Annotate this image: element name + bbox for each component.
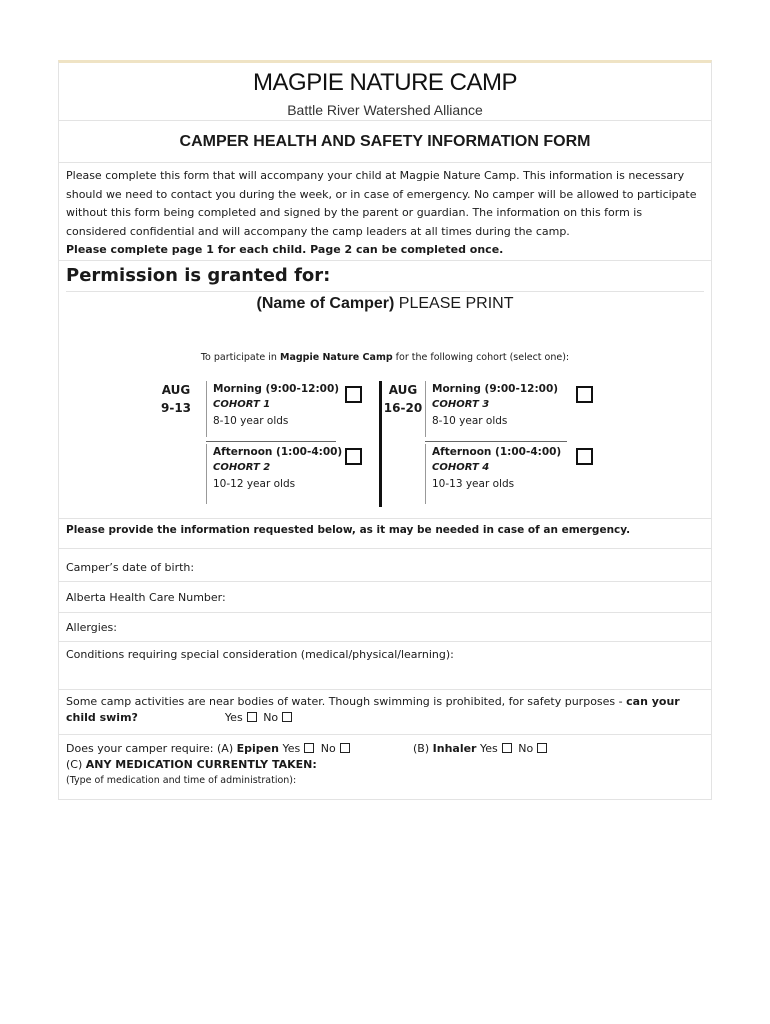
medication-section bbox=[59, 735, 711, 799]
cohort-1-label: COHORT 1 bbox=[213, 399, 271, 410]
swim-question: can your child swim? bbox=[66, 695, 680, 724]
cohort-3-time: Morning (9:00-12:00) bbox=[432, 383, 559, 395]
cohort-3-checkbox[interactable] bbox=[576, 386, 593, 403]
week2-date-month: AUG bbox=[388, 383, 418, 397]
epipen-yes-checkbox[interactable] bbox=[304, 743, 314, 753]
week-separator bbox=[379, 381, 382, 507]
week1-date bbox=[156, 381, 196, 417]
intro-paragraph: Please complete this form that will accompany your child at Magpie Nature Camp. This information is necessary should we need to contact you during the week, or in case of emergency. No camper will be allowed to participate without this form being completed and signed by the parent or guardian. The information on this form is considered confidential and will accompany the camp leaders at all times during the camp. bbox=[66, 169, 697, 238]
swim-yes-label: Yes bbox=[224, 711, 243, 724]
allergies-field[interactable] bbox=[59, 613, 711, 642]
permission-section bbox=[59, 261, 711, 519]
health-safety-form bbox=[58, 60, 712, 800]
cohort-3-label: COHORT 3 bbox=[432, 399, 490, 410]
camp-title: MAGPIE NATURE CAMP bbox=[253, 69, 517, 96]
inhaler-prefix: (B) bbox=[413, 742, 433, 755]
medication-label: ANY MEDICATION CURRENTLY TAKEN: bbox=[85, 758, 317, 771]
cohort-3-slot bbox=[425, 381, 558, 437]
week1-slot-divider bbox=[206, 441, 336, 442]
cohort-intro bbox=[59, 352, 711, 363]
require-label: Does your camper require: (A) bbox=[66, 742, 237, 755]
cohort-1-checkbox[interactable] bbox=[345, 386, 362, 403]
organization-name: Battle River Watershed Alliance bbox=[287, 102, 483, 118]
conditions-field[interactable] bbox=[59, 642, 711, 690]
swim-text: Some camp activities are near bodies of water. Though swimming is prohibited, for safety purposes - bbox=[66, 695, 627, 708]
dob-field[interactable] bbox=[59, 549, 711, 582]
epipen-no-checkbox[interactable] bbox=[340, 743, 350, 753]
swim-no-checkbox[interactable] bbox=[282, 712, 292, 722]
camper-name-label[interactable] bbox=[59, 295, 711, 313]
cohort-intro-bold: Magpie Nature Camp bbox=[279, 352, 393, 363]
emergency-heading: Please provide the information requested below, as it may be needed in case of an emergency. bbox=[59, 519, 711, 549]
week2-slot-divider bbox=[425, 441, 567, 442]
medication-prefix: (C) bbox=[66, 758, 86, 771]
health-care-number-field[interactable] bbox=[59, 582, 711, 613]
cohort-2-checkbox[interactable] bbox=[345, 448, 362, 465]
inhaler-no-label: No bbox=[518, 742, 534, 755]
inhaler-yes-checkbox[interactable] bbox=[502, 743, 512, 753]
cohort-4-checkbox[interactable] bbox=[576, 448, 593, 465]
medication-hint[interactable]: (Type of medication and time of administration): bbox=[66, 775, 297, 786]
intro-note: Please complete page 1 for each child. Page 2 can be completed once. bbox=[66, 243, 504, 257]
week1-date-days: 9-13 bbox=[160, 401, 192, 415]
cohort-intro-pre: To participate in bbox=[200, 352, 280, 363]
cohort-4-time: Afternoon (1:00-4:00) bbox=[432, 446, 562, 458]
week2-date bbox=[383, 381, 423, 417]
epipen-yes-label: Yes bbox=[282, 742, 301, 755]
cohort-1-time: Morning (9:00-12:00) bbox=[213, 383, 340, 395]
cohort-2-label: COHORT 2 bbox=[213, 462, 271, 473]
inhaler-label: Inhaler bbox=[432, 742, 477, 755]
week2-date-days: 16-20 bbox=[383, 401, 423, 415]
medication-line bbox=[66, 757, 704, 773]
inhaler-group bbox=[413, 741, 550, 757]
swim-section bbox=[59, 690, 711, 735]
swim-no-label: No bbox=[263, 711, 279, 724]
swim-yes-checkbox[interactable] bbox=[247, 712, 257, 722]
allergies-label: Allergies: bbox=[66, 620, 117, 634]
cohort-intro-post: for the following cohort (select one): bbox=[392, 352, 570, 363]
cohort-2-time: Afternoon (1:00-4:00) bbox=[213, 446, 343, 458]
cohort-4-ages: 10-13 year olds bbox=[432, 478, 515, 490]
cohort-1-ages: 8-10 year olds bbox=[213, 415, 289, 427]
cohort-2-slot bbox=[206, 444, 342, 504]
permission-title: Permission is granted for: bbox=[66, 265, 331, 286]
cohort-3-ages: 8-10 year olds bbox=[432, 415, 508, 427]
form-header bbox=[59, 63, 711, 121]
dob-label: Camper’s date of birth: bbox=[66, 560, 195, 574]
conditions-label: Conditions requiring special consideration (medical/physical/learning): bbox=[66, 648, 454, 661]
camper-name-rest: PLEASE PRINT bbox=[394, 295, 514, 312]
week1-date-month: AUG bbox=[161, 383, 191, 397]
cohort-2-ages: 10-12 year olds bbox=[213, 478, 296, 490]
health-care-number-label: Alberta Health Care Number: bbox=[66, 590, 226, 604]
epipen-label: Epipen bbox=[236, 742, 279, 755]
cohort-1-slot bbox=[206, 381, 339, 437]
form-title: CAMPER HEALTH AND SAFETY INFORMATION FORM bbox=[59, 121, 711, 163]
permission-divider bbox=[66, 291, 704, 292]
inhaler-yes-label: Yes bbox=[479, 742, 498, 755]
intro-section bbox=[59, 163, 711, 261]
cohort-4-slot bbox=[425, 444, 561, 504]
camper-name-bold: (Name of Camper) bbox=[256, 295, 395, 312]
epipen-no-label: No bbox=[320, 742, 336, 755]
require-line bbox=[66, 741, 704, 757]
cohort-4-label: COHORT 4 bbox=[432, 462, 490, 473]
inhaler-no-checkbox[interactable] bbox=[537, 743, 547, 753]
